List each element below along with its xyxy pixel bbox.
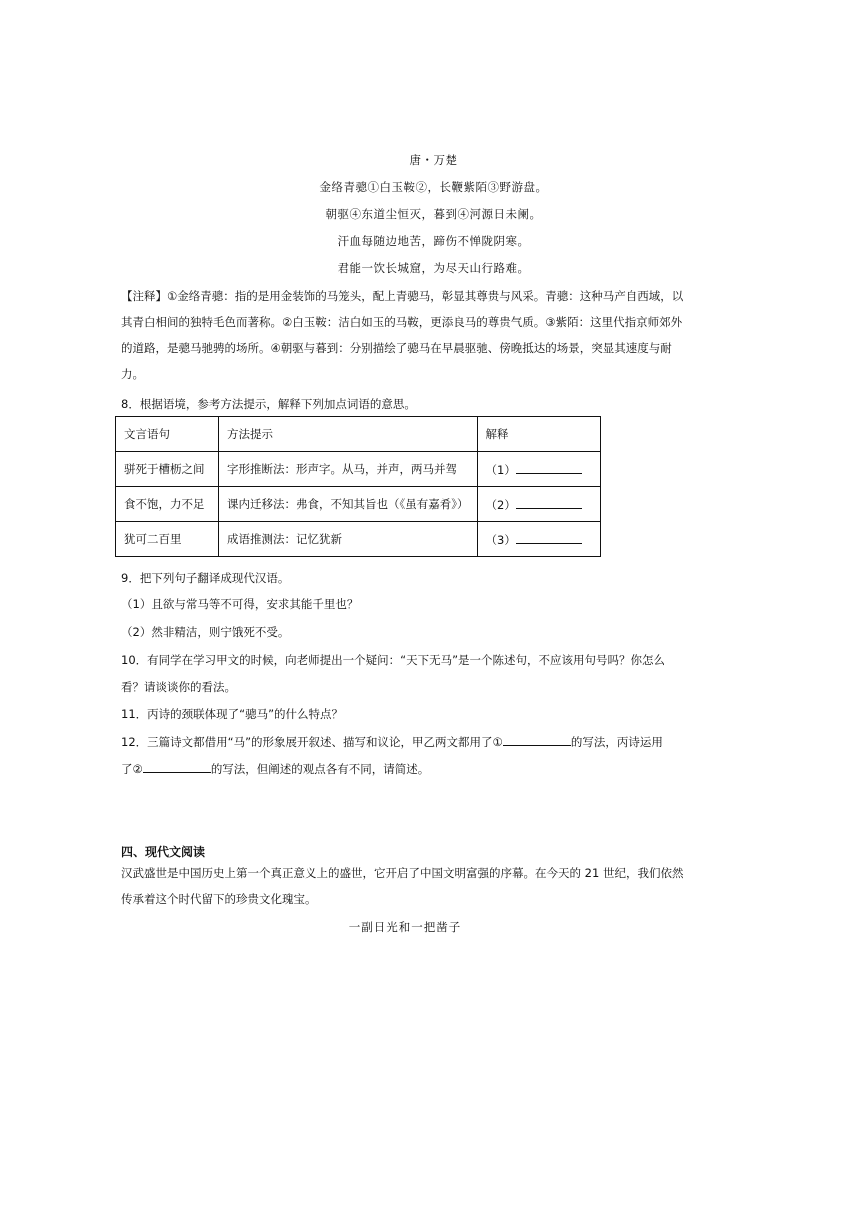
table-header-row xyxy=(116,417,601,452)
question-9-prompt: 9．把下列句子翻译成现代汉语。 xyxy=(121,571,290,585)
answer-blank[interactable] xyxy=(516,461,582,474)
answer-blank[interactable] xyxy=(143,760,211,773)
sentence-cell: 犹可二百里 xyxy=(116,522,219,557)
poem-line: 汗血每随边地苦，蹄伤不惮陇阴寒。 xyxy=(337,234,530,248)
answer-blank[interactable] xyxy=(516,531,582,544)
answer-number: （1） xyxy=(485,462,516,477)
question-10-line: 10．有同学在学习甲文的时候，向老师提出一个疑问：“天下无马”是一个陈述句，不应该用句号吗？你怎么 xyxy=(121,653,666,667)
table-header-cell: 方法提示 xyxy=(219,417,478,452)
answer-number: （2） xyxy=(485,497,516,512)
answer-blank[interactable] xyxy=(516,496,582,509)
article-title: 一副日光和一把凿子 xyxy=(348,920,462,934)
sentence-cell: 骈死于槽枥之间 xyxy=(116,452,219,487)
table-row xyxy=(116,487,601,522)
poem-author: 唐・万楚 xyxy=(409,153,458,167)
sentence-cell: 食不饱，力不足 xyxy=(116,487,219,522)
answer-cell xyxy=(477,452,600,487)
answer-blank[interactable] xyxy=(503,733,571,746)
table-row xyxy=(116,452,601,487)
answer-number: （3） xyxy=(485,532,516,547)
question-12-line xyxy=(121,760,429,777)
answer-cell xyxy=(477,487,600,522)
question-8-prompt: 8．根据语境，参考方法提示，解释下列加点词语的意思。 xyxy=(121,397,416,411)
question-11: 11．丙诗的颈联体现了“骢马”的什么特点？ xyxy=(121,707,344,721)
hint-cell: 字形推断法：形声字。从马，并声，两马并驾 xyxy=(219,452,478,487)
question-12-line xyxy=(121,733,663,750)
table-header-cell: 解释 xyxy=(477,417,600,452)
poem-line: 金络青骢①白玉鞍②，长鞭紫陌③野游盘。 xyxy=(319,180,548,194)
section-title: 四、现代文阅读 xyxy=(121,845,206,859)
question-9-item: （1）且欲与常马等不可得，安求其能千里也？ xyxy=(121,597,359,611)
question-10-line: 看？请谈谈你的看法。 xyxy=(121,680,236,694)
section-intro: 汉武盛世是中国历史上第一个真正意义上的盛世，它开启了中国文明富强的序幕。在今天的 21 世纪，我们依然传承着这个时代留下的珍贵文化瑰宝。 xyxy=(121,866,684,906)
answer-cell xyxy=(477,522,600,557)
table-header-cell: 文言语句 xyxy=(116,417,219,452)
question-12-text: 12．三篇诗文都借用“马”的形象展开叙述、描写和议论，甲乙两文都用了① xyxy=(121,735,503,749)
poem-line: 朝驱④东道尘恒灭，暮到④河源日未阑。 xyxy=(325,207,542,221)
poem-line: 君能一饮长城窟，为尽天山行路难。 xyxy=(337,261,530,275)
hint-cell: 课内迁移法：弗食，不知其旨也（《虽有嘉肴》） xyxy=(219,487,478,522)
question-9-item: （2）然非精洁，则宁饿死不受。 xyxy=(121,625,290,639)
method-table xyxy=(115,416,601,557)
question-12-text: 了② xyxy=(121,762,143,776)
hint-cell: 成语推测法：记忆犹新 xyxy=(219,522,478,557)
table-row xyxy=(116,522,601,557)
annotation-paragraph: 【注释】①金络青骢：指的是用金装饰的马笼头，配上青骢马，彰显其尊贵与风采。青骢：这种马产自西域，以其青白相间的独特毛色而著称。②白玉鞍：洁白如玉的马鞍，更添良马的尊贵气质。③紫陌：这里代指京师郊外的道路，是骢马驰骋的场所。④朝驱与暮到：分别描绘了骢马在早晨驱驰、傍晚抵达的场景，突显其速度与耐力。 xyxy=(121,289,684,381)
question-12-text: 的写法，丙诗运用 xyxy=(570,735,663,749)
question-12-text: 的写法，但阐述的观点各有不同，请简述。 xyxy=(210,762,430,776)
